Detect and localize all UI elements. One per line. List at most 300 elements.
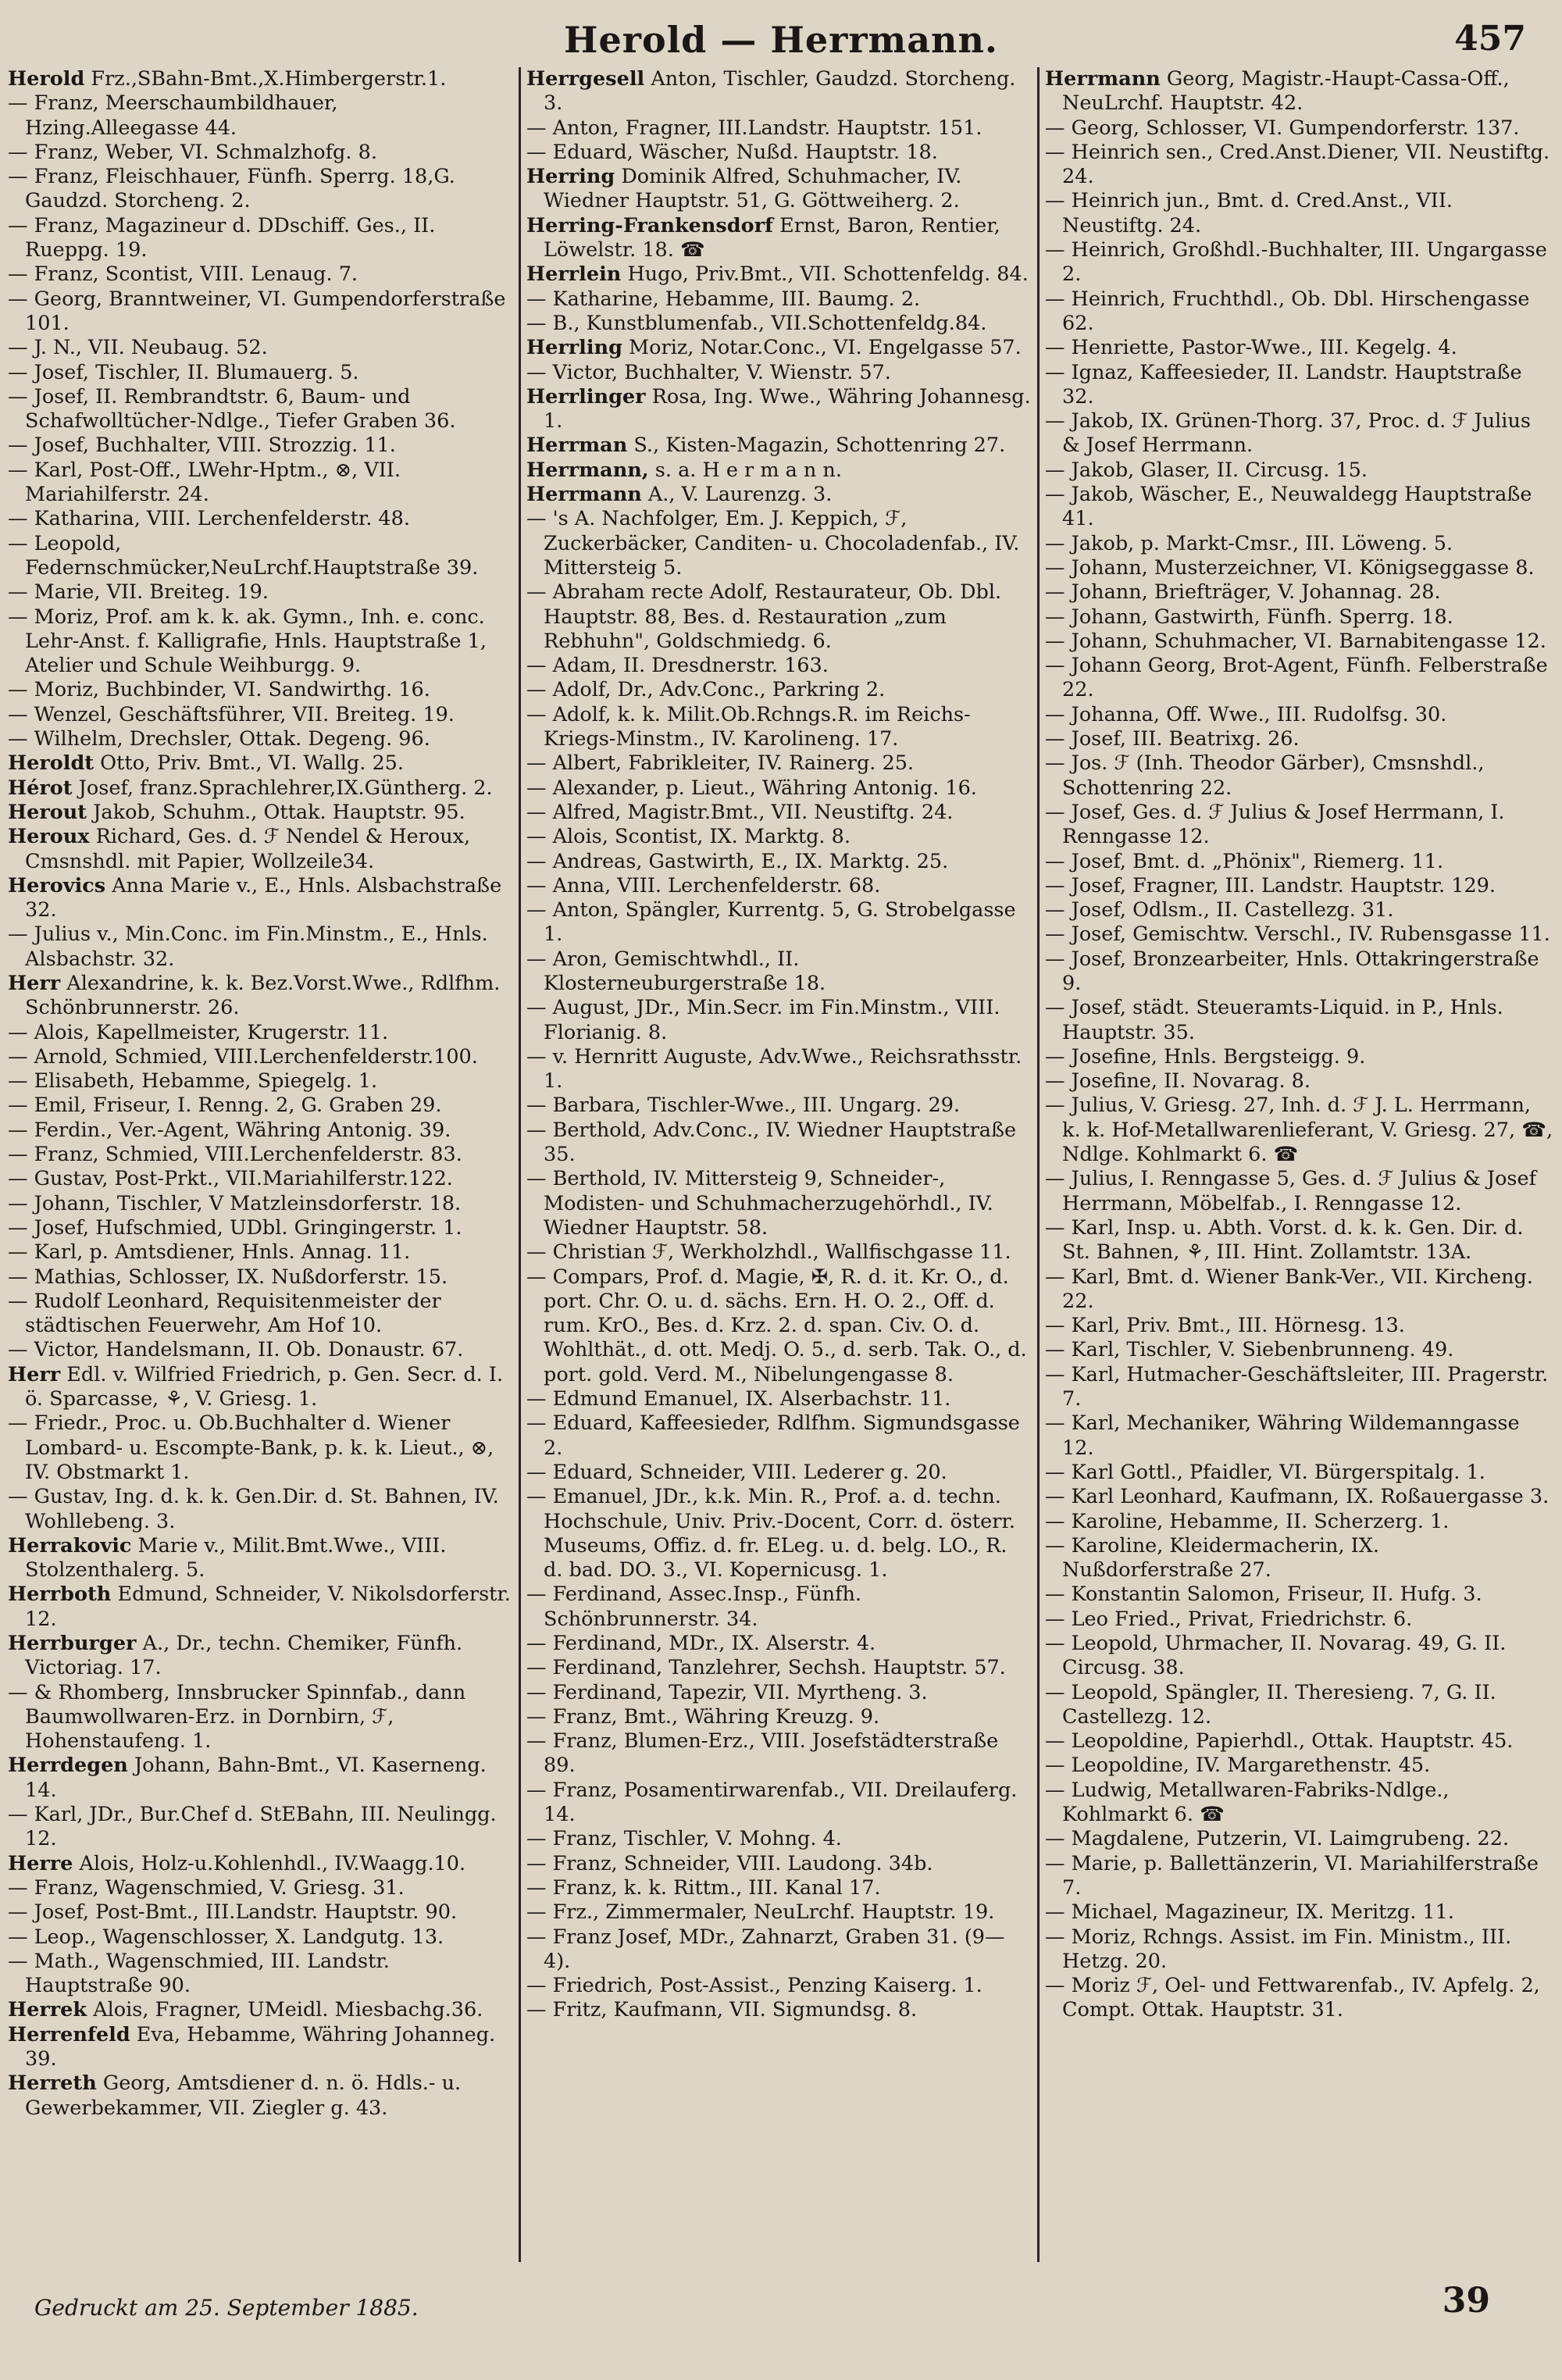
entry-text: — Franz, Blumen-Erz., VIII. Josefstädterstraße 89. bbox=[526, 1729, 999, 1778]
directory-entry bbox=[526, 312, 1031, 336]
entry-text: Georg, Amtsdiener d. n. ö. Hdls.- u. Gewerbekammer, VII. Ziegler g. 43. bbox=[25, 2071, 462, 2120]
directory-entry bbox=[8, 287, 512, 337]
directory-entry bbox=[526, 1705, 1031, 1729]
entry-text: — Josef, Ges. d. ℱ Julius & Josef Herrmann, I. Renngasse 12. bbox=[1045, 800, 1505, 849]
directory-entry bbox=[526, 385, 1031, 434]
directory-entry bbox=[1045, 459, 1554, 483]
directory-entry bbox=[8, 874, 512, 923]
entry-text: — Wilhelm, Drechsler, Ottak. Degeng. 96. bbox=[8, 727, 430, 751]
entry-text: — v. Hernritt Auguste, Adv.Wwe., Reichsrathsstr. 1. bbox=[526, 1044, 1022, 1094]
directory-entry bbox=[526, 1583, 1031, 1632]
entry-text: — Moriz ℱ, Oel- und Fettwarenfab., IV. Apfelg. 2, Compt. Ottak. Hauptstr. 31. bbox=[1045, 1974, 1540, 2022]
directory-entry bbox=[1045, 1754, 1554, 1778]
entry-text: — Karl, p. Amtsdiener, Hnls. Annag. 11. bbox=[8, 1240, 411, 1265]
entry-text: — Josef, Odlsm., II. Castellezg. 31. bbox=[1045, 898, 1394, 922]
entry-text: — Eduard, Schneider, VIII. Lederer g. 20. bbox=[526, 1460, 947, 1484]
directory-entry bbox=[8, 2023, 512, 2072]
directory-entry bbox=[526, 262, 1031, 287]
entry-text: — Josef, Fragner, III. Landstr. Hauptstr. 129. bbox=[1045, 873, 1496, 897]
entry-text: — Berthold, Adv.Conc., IV. Wiedner Hauptstraße 35. bbox=[526, 1118, 1017, 1167]
entry-text: Edmund, Schneider, V. Nikolsdorferstr. 12. bbox=[25, 1583, 511, 1631]
entry-text: — Alexander, p. Lieut., Währing Antonig. 16. bbox=[526, 776, 977, 800]
entry-text: — Christian ℱ, Werkholzhdl., Wallfischgasse 11. bbox=[526, 1240, 1011, 1265]
entry-text: — Karl, JDr., Bur.Chef d. StEBahn, III. Neulingg. 12. bbox=[8, 1803, 497, 1851]
entry-text: — Karl, Hutmacher-Geschäftsleiter, III. Pragerstr. 7. bbox=[1045, 1362, 1549, 1411]
entry-text: — Franz, Schneider, VIII. Laudong. 34b. bbox=[526, 1851, 933, 1875]
entry-text: — Johann, Tischler, V Matzleinsdorferstr. 18. bbox=[8, 1191, 462, 1215]
entry-text: Frz.,SBahn-Bmt.,X.Himbergerstr.1. bbox=[91, 67, 447, 91]
directory-entry bbox=[8, 1069, 512, 1094]
directory-entry bbox=[526, 1119, 1031, 1168]
entry-surname: Herout bbox=[8, 800, 87, 824]
entry-text: — 's A. Nachfolger, Em. J. Keppich, ℱ, Zuckerbäcker, Canditen- u. Chocoladenfab., IV. Mittersteig 5. bbox=[526, 507, 1020, 580]
entry-text: — Franz, Fleischhauer, Fünfh. Sperrg. 18,G. Gaudzd. Storcheng. 2. bbox=[8, 165, 455, 213]
directory-entry bbox=[8, 1900, 512, 1925]
directory-entry bbox=[1045, 874, 1554, 898]
entry-text: Eva, Hebamme, Währing Johanneg. 39. bbox=[25, 2022, 496, 2071]
directory-entry bbox=[8, 1167, 512, 1191]
entry-text: — Karl, Post-Off., LWehr-Hptm., ⊗, VII. Mariahilferstr. 24. bbox=[8, 458, 401, 507]
entry-surname: Herrek bbox=[8, 1998, 87, 2022]
entry-text: Marie v., Milit.Bmt.Wwe., VIII. Stolzenthalerg. 5. bbox=[25, 1533, 447, 1583]
entry-text: — Josef, II. Rembrandtstr. 6, Baum- und Schafwolltücher-Ndlge., Tiefer Graben 36. bbox=[8, 384, 456, 434]
entry-text: — Frz., Zimmermaler, NeuLrchf. Hauptstr. 19. bbox=[526, 1900, 995, 1925]
directory-entry bbox=[1045, 1485, 1554, 1509]
entry-text: — Anton, Fragner, III.Landstr. Hauptstr. 151. bbox=[526, 116, 982, 140]
directory-entry bbox=[1045, 556, 1554, 580]
directory-entry bbox=[526, 580, 1031, 654]
entry-text: — Leopold, Spängler, II. Theresieng. 7, G. II. Castellezg. 12. bbox=[1045, 1680, 1496, 1729]
directory-entry bbox=[8, 776, 512, 801]
entry-text: — Compars, Prof. d. Magie, ✠, R. d. it. Kr. O., d. port. Chr. O. u. d. sächs. Ern. H. O. 2., Off. d. rum. KrO., Bes. d. Krz. 2. d. span. Civ. O. d. Wohlthät., d. ott. Medj. O. 5., d. serb. Tak. O., d. port. gold. Verd. M., Nibelungengasse 8. bbox=[526, 1265, 1027, 1386]
directory-entry bbox=[526, 459, 1031, 483]
entry-text: — Jakob, Wäscher, E., Neuwaldegg Hauptstraße 41. bbox=[1045, 483, 1532, 531]
directory-entry bbox=[8, 751, 512, 776]
directory-entry bbox=[526, 1485, 1031, 1583]
entry-surname: Herrgesell bbox=[526, 67, 645, 91]
entry-text: — Ferdinand, MDr., IX. Alserstr. 4. bbox=[526, 1632, 876, 1655]
directory-entry bbox=[8, 1583, 512, 1632]
entry-text: — Emil, Friseur, I. Renng. 2, G. Graben 29. bbox=[8, 1094, 442, 1118]
directory-entry bbox=[526, 1632, 1031, 1656]
entry-text: Richard, Ges. d. ℱ Nendel & Heroux, Cmsnshdl. mit Papier, Wollzeile34. bbox=[25, 825, 471, 873]
entry-text: Josef, franz.Sprachlehrer,IX.Güntherg. 2. bbox=[78, 776, 493, 800]
entry-text: — Edmund Emanuel, IX. Alserbachstr. 11. bbox=[526, 1387, 951, 1411]
directory-entry bbox=[1045, 361, 1554, 410]
entry-text: — Johann, Briefträger, V. Johannag. 28. bbox=[1045, 580, 1441, 605]
entry-text: — Friedrich, Post-Assist., Penzing Kaiserg. 1. bbox=[526, 1974, 982, 1998]
entry-text: — Eduard, Kaffeesieder, Rdlfhm. Sigmundsgasse 2. bbox=[526, 1411, 1020, 1460]
entry-text: — Abraham recte Adolf, Restaurateur, Ob. Dbl. Hauptstr. 88, Bes. d. Restauration „zum Rebhuhn", Goldschmiedg. 6. bbox=[526, 580, 1002, 653]
entry-text: — Katharina, VIII. Lerchenfelderstr. 48. bbox=[8, 507, 410, 531]
entry-text: — Emanuel, JDr., k.k. Min. R., Prof. a. d. techn. Hochschule, Univ. Priv.-Docent, Corr. d. österr. Museums, Offiz. d. fr. ELeg. u. d. belg. LO., R. d. bad. DO. 3., VI. Kopernicusg. 1. bbox=[526, 1485, 1015, 1583]
directory-entry bbox=[8, 801, 512, 825]
directory-entry bbox=[1045, 1632, 1554, 1681]
entry-text: — Elisabeth, Hebamme, Spiegelg. 1. bbox=[8, 1069, 378, 1094]
column-3 bbox=[1042, 67, 1557, 2262]
directory-entry bbox=[526, 703, 1031, 752]
directory-entry bbox=[526, 1925, 1031, 1975]
page-header bbox=[31, 5, 1531, 75]
directory-entry bbox=[8, 703, 512, 727]
directory-entry bbox=[1045, 654, 1554, 703]
directory-entry bbox=[526, 1998, 1031, 2022]
entry-text: Anna Marie v., E., Hnls. Alsbachstraße 32. bbox=[25, 873, 502, 922]
directory-entry bbox=[526, 898, 1031, 947]
directory-entry bbox=[526, 1240, 1031, 1265]
entry-text: — Alois, Scontist, IX. Marktg. 8. bbox=[526, 825, 851, 849]
entry-text: — Franz, Schmied, VIII.Lerchenfelderstr. 83. bbox=[8, 1143, 462, 1167]
directory-entry bbox=[1045, 1167, 1554, 1216]
directory-entry bbox=[526, 996, 1031, 1045]
entry-text: — Heinrich jun., Bmt. d. Cred.Anst., VII. Neustiftg. 24. bbox=[1045, 189, 1453, 237]
directory-entry bbox=[526, 1729, 1031, 1779]
entry-text: Alexandrine, k. k. Bez.Vorst.Wwe., Rdlfhm. Schönbrunnerstr. 26. bbox=[25, 971, 501, 1020]
entry-text: — Franz, Wagenschmied, V. Griesg. 31. bbox=[8, 1875, 405, 1900]
directory-entry bbox=[526, 1045, 1031, 1094]
entry-text: — Johann, Schuhmacher, VI. Barnabitengasse 12. bbox=[1045, 629, 1546, 653]
directory-entry bbox=[526, 1094, 1031, 1118]
entry-text: Edl. v. Wilfried Friedrich, p. Gen. Secr. d. I. ö. Sparcasse, ⚘, V. Griesg. 1. bbox=[25, 1362, 504, 1411]
column-1 bbox=[5, 67, 515, 2262]
directory-entry bbox=[1045, 141, 1554, 190]
entry-text: S., Kisten-Magazin, Schottenring 27. bbox=[633, 434, 1006, 458]
entry-surname: Herr bbox=[8, 1362, 61, 1386]
entry-text: Dominik Alfred, Schuhmacher, IV. Wiedner Hauptstr. 51, G. Göttweiherg. 2. bbox=[544, 165, 962, 213]
entry-text: — Franz, Magazineur d. DDschiff. Ges., II. Rueppg. 19. bbox=[8, 213, 436, 262]
entry-surname: Hérot bbox=[8, 776, 73, 800]
directory-entry bbox=[1045, 409, 1554, 459]
entry-text: — Johann Georg, Brot-Agent, Fünfh. Felberstraße 22. bbox=[1045, 654, 1548, 702]
entry-text: — Leop., Wagenschlosser, X. Landgutg. 13. bbox=[8, 1925, 444, 1949]
directory-entry bbox=[8, 1192, 512, 1216]
entry-text: — Julius, V. Griesg. 27, Inh. d. ℱ J. L. Herrmann, k. k. Hof-Metallwarenlieferant, V. Griesg. 27, ☎, Ndlge. Kohlmarkt 6. ☎ bbox=[1045, 1094, 1553, 1167]
directory-entry bbox=[8, 532, 512, 581]
directory-entry bbox=[1045, 801, 1554, 850]
entry-text: — Leopold, Uhrmacher, II. Novarag. 49, G. II. Circusg. 38. bbox=[1045, 1632, 1507, 1680]
directory-entry bbox=[1045, 1534, 1554, 1583]
directory-entry bbox=[1045, 1338, 1554, 1362]
directory-entry bbox=[8, 262, 512, 287]
entry-text: — Ferdinand, Tapezir, VII. Myrtheng. 3. bbox=[526, 1680, 928, 1704]
entry-surname: Herre bbox=[8, 1851, 73, 1875]
directory-entry bbox=[526, 801, 1031, 825]
entry-text: — Julius v., Min.Conc. im Fin.Minstm., E., Hnls. Alsbachstr. 32. bbox=[8, 922, 488, 971]
entry-text: — Karoline, Kleidermacherin, IX. Nußdorferstraße 27. bbox=[1045, 1533, 1379, 1583]
entry-text: — Leopoldine, Papierhdl., Ottak. Hauptstr. 45. bbox=[1045, 1729, 1514, 1754]
directory-entry bbox=[526, 67, 1031, 116]
directory-entry bbox=[1045, 996, 1554, 1045]
directory-entry bbox=[8, 1338, 512, 1362]
directory-entry bbox=[1045, 922, 1554, 947]
entry-text: — Adolf, k. k. Milit.Ob.Rchngs.R. im Reichs-Kriegs-Minstm., IV. Karolineng. 17. bbox=[526, 702, 971, 751]
directory-entry bbox=[8, 580, 512, 605]
directory-entry bbox=[8, 1363, 512, 1412]
print-note: Gedruckt am 25. September 1885. bbox=[34, 2295, 419, 2321]
entry-text: Jakob, Schuhm., Ottak. Hauptstr. 95. bbox=[93, 800, 465, 824]
directory-entry bbox=[1045, 727, 1554, 751]
entry-text: — Franz, Tischler, V. Mohng. 4. bbox=[526, 1827, 842, 1851]
directory-entry bbox=[526, 850, 1031, 874]
entry-text: — Josef, Bronzearbeiter, Hnls. Ottakringerstraße 9. bbox=[1045, 947, 1539, 995]
directory-entry bbox=[1045, 1607, 1554, 1632]
entry-surname: Herrling bbox=[526, 336, 622, 360]
directory-entry bbox=[1045, 1974, 1554, 2023]
directory-entry bbox=[8, 922, 512, 972]
entry-text: Hugo, Priv.Bmt., VII. Schottenfeldg. 84. bbox=[627, 262, 1029, 287]
directory-columns bbox=[5, 67, 1557, 2262]
entry-text: — Josef, Gemischtw. Verschl., IV. Rubensgasse 11. bbox=[1045, 922, 1550, 947]
entry-surname: Herrakovic bbox=[8, 1533, 132, 1558]
entry-surname: Herrlinger bbox=[526, 384, 646, 409]
directory-entry bbox=[526, 947, 1031, 997]
entry-text: — Franz, Bmt., Währing Kreuzg. 9. bbox=[526, 1704, 880, 1729]
entry-text: — Karl, Priv. Bmt., III. Hörnesg. 13. bbox=[1045, 1314, 1405, 1338]
entry-surname: Herr bbox=[8, 971, 61, 995]
entry-text: — Josef, Post-Bmt., III.Landstr. Hauptstr. 90. bbox=[8, 1900, 458, 1925]
entry-text: A., V. Laurenzg. 3. bbox=[647, 483, 833, 507]
directory-entry bbox=[8, 67, 512, 91]
entry-text: — & Rhomberg, Innsbrucker Spinnfab., dann Baumwollwaren-Erz. in Dornbirn, ℱ, Hohenstaufeng. 1. bbox=[8, 1680, 466, 1754]
entry-surname: Herrmann, bbox=[526, 458, 649, 482]
entry-text: — Moriz, Buchbinder, VI. Sandwirthg. 16. bbox=[8, 678, 430, 702]
entry-text: — Franz, Posamentirwarenfab., VII. Dreilauferg. 14. bbox=[526, 1778, 1018, 1827]
directory-entry bbox=[1045, 1314, 1554, 1338]
entry-text: — Heinrich, Fruchthdl., Ob. Dbl. Hirschengasse 62. bbox=[1045, 287, 1530, 335]
directory-entry bbox=[8, 385, 512, 434]
entry-text: — Katharine, Hebamme, III. Baumg. 2. bbox=[526, 287, 921, 311]
directory-entry bbox=[8, 141, 512, 165]
entry-text: — Albert, Fabrikleiter, IV. Rainerg. 25. bbox=[526, 751, 915, 776]
directory-entry bbox=[1045, 630, 1554, 654]
directory-entry bbox=[8, 1216, 512, 1240]
directory-entry bbox=[8, 1143, 512, 1167]
entry-text: — Ferdinand, Tanzlehrer, Sechsh. Hauptstr. 57. bbox=[526, 1656, 1006, 1680]
entry-text: — Johann, Gastwirth, Fünfh. Sperrg. 18. bbox=[1045, 605, 1453, 629]
directory-entry bbox=[526, 1411, 1031, 1461]
entry-text: — Ignaz, Kaffeesieder, II. Landstr. Hauptstraße 32. bbox=[1045, 360, 1522, 409]
entry-text: — Michael, Magazineur, IX. Meritzg. 11. bbox=[1045, 1900, 1454, 1925]
entry-text: — Victor, Buchhalter, V. Wienstr. 57. bbox=[526, 360, 891, 384]
directory-entry bbox=[1045, 605, 1554, 630]
entry-text: — Jakob, p. Markt-Cmsr., III. Löweng. 5. bbox=[1045, 531, 1453, 555]
directory-entry bbox=[526, 1461, 1031, 1485]
directory-entry bbox=[1045, 532, 1554, 556]
entry-text: — Eduard, Wäscher, Nußd. Hauptstr. 18. bbox=[526, 140, 938, 164]
directory-entry bbox=[8, 825, 512, 874]
directory-entry bbox=[8, 91, 512, 141]
entry-text: — Adam, II. Dresdnerstr. 163. bbox=[526, 654, 829, 678]
entry-text: — Gustav, Post-Prkt., VII.Mariahilferstr.122. bbox=[8, 1167, 453, 1191]
directory-entry bbox=[526, 165, 1031, 214]
entry-text: — Johanna, Off. Wwe., III. Rudolfsg. 30. bbox=[1045, 702, 1447, 726]
entry-surname: Herrdegen bbox=[8, 1754, 128, 1778]
entry-text: — Anton, Spängler, Kurrentg. 5, G. Strobelgasse 1. bbox=[526, 898, 1016, 947]
entry-text: — Aron, Gemischtwhdl., II. Klosterneuburgerstraße 18. bbox=[526, 947, 826, 995]
entry-text: Johann, Bahn-Bmt., VI. Kaserneng. 14. bbox=[25, 1754, 487, 1802]
entry-text: — Josef, städt. Steueramts-Liquid. in P., Hnls. Hauptstr. 35. bbox=[1045, 996, 1503, 1044]
entry-text: — Karl, Mechaniker, Währing Wildemanngasse 12. bbox=[1045, 1411, 1520, 1460]
directory-entry bbox=[1045, 1094, 1554, 1167]
directory-entry bbox=[1045, 1779, 1554, 1828]
entry-text: — Johann, Musterzeichner, VI. Königseggasse 8. bbox=[1045, 555, 1535, 580]
entry-text: — Josef, Tischler, II. Blumauerg. 5. bbox=[8, 360, 359, 384]
entry-text: — Andreas, Gastwirth, E., IX. Marktg. 25. bbox=[526, 849, 949, 873]
entry-text: — Heinrich sen., Cred.Anst.Diener, VII. Neustiftg. 24. bbox=[1045, 140, 1550, 189]
directory-entry bbox=[526, 1900, 1031, 1925]
entry-surname: Herrmann bbox=[526, 483, 642, 507]
directory-entry bbox=[526, 776, 1031, 801]
directory-entry bbox=[526, 1167, 1031, 1240]
directory-entry bbox=[1045, 1900, 1554, 1925]
directory-entry bbox=[526, 361, 1031, 385]
entry-text: s. a. H e r m a n n. bbox=[654, 458, 842, 482]
directory-entry bbox=[526, 1387, 1031, 1411]
column-2 bbox=[523, 67, 1034, 2262]
entry-text: — Franz, Scontist, VIII. Lenaug. 7. bbox=[8, 262, 358, 287]
directory-entry bbox=[1045, 67, 1554, 116]
entry-text: — Barbara, Tischler-Wwe., III. Ungarg. 29. bbox=[526, 1094, 961, 1118]
entry-text: Ernst, Baron, Rentier, Löwelstr. 18. ☎ bbox=[544, 213, 1000, 262]
signature-mark: 39 bbox=[1442, 2281, 1490, 2321]
directory-entry bbox=[1045, 1265, 1554, 1315]
directory-entry bbox=[8, 2071, 512, 2121]
directory-entry bbox=[526, 1852, 1031, 1876]
directory-entry bbox=[8, 1681, 512, 1754]
entry-surname: Heroldt bbox=[8, 751, 95, 776]
directory-entry bbox=[526, 287, 1031, 312]
entry-text: — Jos. ℱ (Inh. Theodor Gärber), Cmsnshdl., Schottenring 22. bbox=[1045, 751, 1485, 800]
entry-surname: Herold bbox=[8, 67, 85, 91]
directory-entry bbox=[8, 1045, 512, 1069]
directory-entry bbox=[8, 1852, 512, 1876]
directory-entry bbox=[1045, 287, 1554, 337]
entry-text: — Franz, k. k. Rittm., III. Kanal 17. bbox=[526, 1875, 881, 1900]
directory-entry bbox=[8, 1950, 512, 1999]
directory-entry bbox=[8, 605, 512, 679]
entry-surname: Herrmann bbox=[1045, 67, 1161, 91]
directory-entry bbox=[8, 1876, 512, 1900]
directory-entry bbox=[8, 1290, 512, 1339]
directory-entry bbox=[1045, 898, 1554, 922]
directory-entry bbox=[1045, 1045, 1554, 1069]
directory-entry bbox=[526, 1656, 1031, 1680]
entry-text: — Leopold, Federnschmücker,NeuLrchf.Hauptstraße 39. bbox=[8, 531, 479, 580]
directory-entry bbox=[526, 751, 1031, 776]
entry-text: — Friedr., Proc. u. Ob.Buchhalter d. Wiener Lombard- u. Escompte-Bank, p. k. k. Lieut., ⊗, IV. Obstmarkt 1. bbox=[8, 1411, 494, 1484]
directory-entry bbox=[8, 1998, 512, 2022]
entry-text: Anton, Tischler, Gaudzd. Storcheng. 3. bbox=[544, 67, 1016, 116]
entry-surname: Herrenfeld bbox=[8, 2022, 130, 2046]
directory-entry bbox=[8, 459, 512, 508]
entry-text: — J. N., VII. Neubaug. 52. bbox=[8, 336, 268, 360]
directory-entry bbox=[1045, 947, 1554, 997]
entry-text: — Alois, Kapellmeister, Krugerstr. 11. bbox=[8, 1020, 389, 1044]
directory-entry bbox=[526, 874, 1031, 898]
directory-entry bbox=[8, 1632, 512, 1681]
running-head: Herold — Herrmann. bbox=[564, 19, 998, 61]
entry-surname: Herring-Frankensdorf bbox=[526, 213, 774, 237]
entry-text: — Josefine, Hnls. Bergsteigg. 9. bbox=[1045, 1044, 1366, 1069]
entry-text: Alois, Holz-u.Kohlenhdl., IV.Waagg.10. bbox=[79, 1851, 466, 1875]
entry-text: — August, JDr., Min.Secr. im Fin.Minstm., VIII. Florianig. 8. bbox=[526, 996, 1000, 1044]
entry-text: — Karoline, Hebamme, II. Scherzerg. 1. bbox=[1045, 1509, 1450, 1533]
entry-text: — Franz Josef, MDr., Zahnarzt, Graben 31. (9—4). bbox=[526, 1925, 1005, 1973]
directory-entry bbox=[1045, 336, 1554, 360]
entry-text: — Ludwig, Metallwaren-Fabriks-Ndlge., Kohlmarkt 6. ☎ bbox=[1045, 1778, 1450, 1827]
entry-text: Otto, Priv. Bmt., VI. Wallg. 25. bbox=[100, 751, 405, 776]
directory-entry bbox=[526, 1681, 1031, 1705]
page-number: 457 bbox=[1454, 19, 1526, 59]
directory-entry bbox=[526, 483, 1031, 507]
directory-entry bbox=[8, 727, 512, 751]
entry-text: — Josef, III. Beatrixg. 26. bbox=[1045, 727, 1300, 751]
directory-entry bbox=[1045, 483, 1554, 532]
directory-entry bbox=[8, 165, 512, 214]
directory-entry bbox=[526, 825, 1031, 849]
entry-text: — Franz, Weber, VI. Schmalzhofg. 8. bbox=[8, 140, 377, 164]
entry-text: Rosa, Ing. Wwe., Währing Johannesg. 1. bbox=[544, 384, 1031, 434]
entry-text: — Karl, Bmt. d. Wiener Bank-Ver., VII. Kircheng. 22. bbox=[1045, 1265, 1533, 1313]
entry-text: — Jakob, Glaser, II. Circusg. 15. bbox=[1045, 458, 1368, 482]
directory-entry bbox=[1045, 1069, 1554, 1094]
entry-surname: Herrburger bbox=[8, 1632, 137, 1655]
directory-entry bbox=[1045, 850, 1554, 874]
directory-entry bbox=[8, 1754, 512, 1803]
entry-text: — Adolf, Dr., Adv.Conc., Parkring 2. bbox=[526, 678, 886, 702]
directory-entry bbox=[8, 434, 512, 458]
directory-entry bbox=[8, 678, 512, 702]
entry-text: — Rudolf Leonhard, Requisitenmeister der städtischen Feuerwehr, Am Hof 10. bbox=[8, 1289, 441, 1338]
directory-entry bbox=[1045, 1363, 1554, 1412]
entry-text: — Julius, I. Renngasse 5, Ges. d. ℱ Julius & Josef Herrmann, Möbelfab., I. Renngasse 12. bbox=[1045, 1167, 1537, 1215]
entry-surname: Herovics bbox=[8, 873, 106, 897]
page-footer bbox=[34, 2281, 1528, 2343]
entry-text: — Karl Leonhard, Kaufmann, IX. Roßauergasse 3. bbox=[1045, 1485, 1550, 1509]
entry-text: — Berthold, IV. Mittersteig 9, Schneider-, Modisten- und Schuhmacherzugehörhdl., IV. Wiedner Hauptstr. 58. bbox=[526, 1167, 993, 1240]
entry-text: — Karl, Tischler, V. Siebenbrunneng. 49. bbox=[1045, 1338, 1454, 1362]
directory-entry bbox=[1045, 189, 1554, 238]
entry-text: — Josef, Buchhalter, VIII. Strozzig. 11. bbox=[8, 434, 396, 458]
entry-text: — Anna, VIII. Lerchenfelderstr. 68. bbox=[526, 873, 881, 897]
directory-entry bbox=[526, 214, 1031, 263]
directory-entry bbox=[8, 214, 512, 263]
directory-entry bbox=[526, 141, 1031, 165]
entry-text: — Ferdin., Ver.-Agent, Währing Antonig. 39. bbox=[8, 1118, 451, 1142]
directory-entry bbox=[1045, 1729, 1554, 1754]
directory-entry bbox=[8, 972, 512, 1021]
entry-text: — Arnold, Schmied, VIII.Lerchenfelderstr.100. bbox=[8, 1044, 478, 1069]
entry-text: — Moriz, Prof. am k. k. ak. Gymn., Inh. e. conc. Lehr-Anst. f. Kalligrafie, Hnls. Hauptstraße 1, Atelier und Schule Weihburgg. 9. bbox=[8, 605, 487, 678]
directory-entry bbox=[8, 1803, 512, 1852]
directory-entry bbox=[8, 1094, 512, 1118]
directory-entry bbox=[1045, 1461, 1554, 1485]
directory-entry bbox=[1045, 1583, 1554, 1607]
entry-text: — B., Kunstblumenfab., VII.Schottenfeldg.84. bbox=[526, 311, 987, 335]
entry-text: — Henriette, Pastor-Wwe., III. Kegelg. 4. bbox=[1045, 336, 1457, 360]
entry-text: — Wenzel, Geschäftsführer, VII. Breiteg. 19. bbox=[8, 702, 455, 726]
directory-entry bbox=[1045, 703, 1554, 727]
entry-text: Georg, Magistr.-Haupt-Cassa-Off., NeuLrchf. Hauptstr. 42. bbox=[1062, 67, 1510, 116]
entry-text: — Math., Wagenschmied, III. Landstr. Hauptstraße 90. bbox=[8, 1949, 390, 1998]
entry-text: — Karl, Insp. u. Abth. Vorst. d. k. k. Gen. Dir. d. St. Bahnen, ⚘, III. Hint. Zollamtstr. 13A. bbox=[1045, 1215, 1524, 1265]
directory-entry bbox=[1045, 1852, 1554, 1901]
directory-entry bbox=[1045, 751, 1554, 801]
entry-text: — Jakob, IX. Grünen-Thorg. 37, Proc. d. ℱ Julius & Josef Herrmann. bbox=[1045, 409, 1531, 458]
entry-surname: Herreth bbox=[8, 2071, 97, 2096]
entry-text: — Josef, Hufschmied, UDbl. Gringingerstr. 1. bbox=[8, 1215, 462, 1240]
entry-text: — Gustav, Ing. d. k. k. Gen.Dir. d. St. Bahnen, IV. Wohllebeng. 3. bbox=[8, 1485, 499, 1533]
